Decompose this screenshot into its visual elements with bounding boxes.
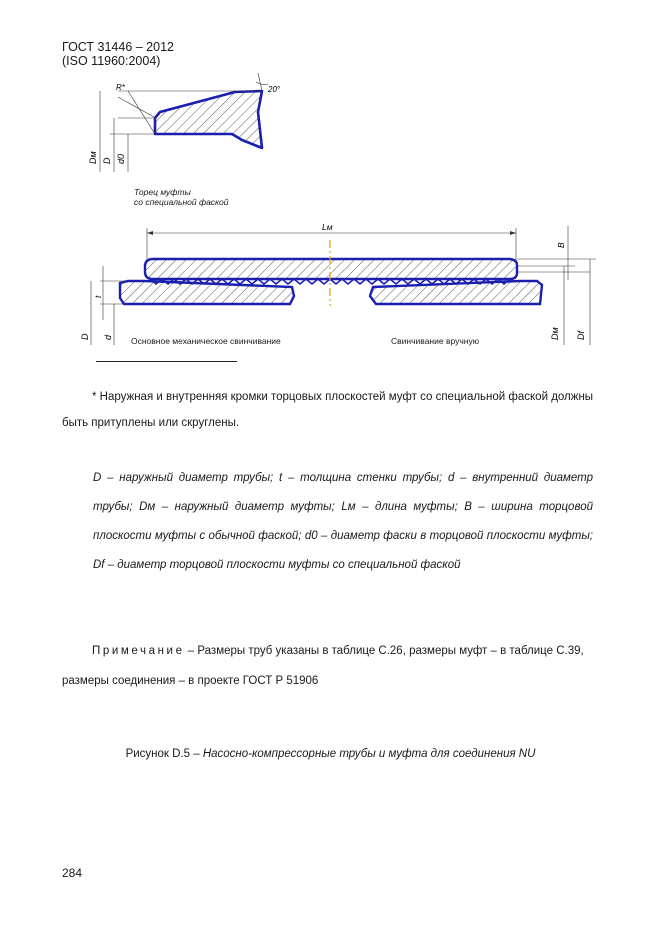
left-pipe-section — [120, 281, 294, 304]
dim-label-pipe-od: D — [80, 333, 90, 340]
end-face-width-label: B — [556, 242, 566, 248]
radius-label: R* — [116, 83, 125, 92]
assembly-drawing — [80, 222, 596, 345]
symbol-legend: D – наружный диаметр трубы; t – толщина стенки трубы; d – внутренний диаметр трубы; Dм – наружный диаметр муфты; Lм – длина муфты; B – ширина торцовой плоскости муфты с обычной фаской; d0 – диаметр фаски в торцовой плоскости муфты; Df – диаметр торцовой плоскости муфты со специальной фаской — [93, 472, 593, 571]
footnote — [62, 384, 602, 436]
dim-label-face-diameter: Df — [576, 331, 586, 340]
dim-label-od: D — [102, 157, 112, 164]
dim-label-coupling-od: Dм — [88, 151, 98, 164]
angle-label: 20° — [268, 85, 281, 94]
coupling-length-label: Lм — [322, 222, 333, 232]
detail-caption — [134, 187, 229, 207]
figure-caption-title: Насосно-компрессорные трубы и муфта для соединения NU — [202, 748, 536, 760]
page-number: 284 — [62, 866, 83, 880]
note-text: – Размеры труб указаны в таблице С.26, размеры муфт – в таблице С.39, размеры соединения – в проекте ГОСТ Р 51906 — [62, 645, 584, 687]
figure-caption-prefix: Рисунок D.5 – — [125, 748, 203, 760]
wall-thickness-label: t — [93, 295, 103, 298]
footnote-separator — [96, 361, 237, 362]
note — [62, 636, 614, 696]
figure-caption — [0, 748, 661, 760]
note-label: Примечание — [92, 645, 185, 657]
detail-caption-line1: Торец муфты — [134, 187, 191, 197]
detail-caption-line2: со специальной фаской — [134, 197, 229, 207]
technical-drawing — [0, 0, 661, 360]
coupling-end-detail — [88, 73, 281, 172]
machine-makeup-label: Основное механическое свинчивание — [131, 336, 281, 346]
hand-makeup-label: Свинчивание вручную — [391, 336, 480, 346]
coupling-section — [145, 259, 517, 279]
coupling-end-section — [155, 91, 262, 148]
dim-label-coupling-od: Dм — [550, 327, 560, 340]
dim-label-pipe-id: d — [103, 334, 113, 340]
standard-iso-reference: (ISO 11960:2004) — [62, 54, 161, 68]
dim-label-chamfer-diameter: d0 — [116, 153, 126, 164]
footnote-text: * Наружная и внутренняя кромки торцовых плоскостей муфт со специальной фаской должны быть притуплены или скруглены. — [62, 391, 594, 429]
standard-number: ГОСТ 31446 – 2012 — [62, 40, 174, 54]
